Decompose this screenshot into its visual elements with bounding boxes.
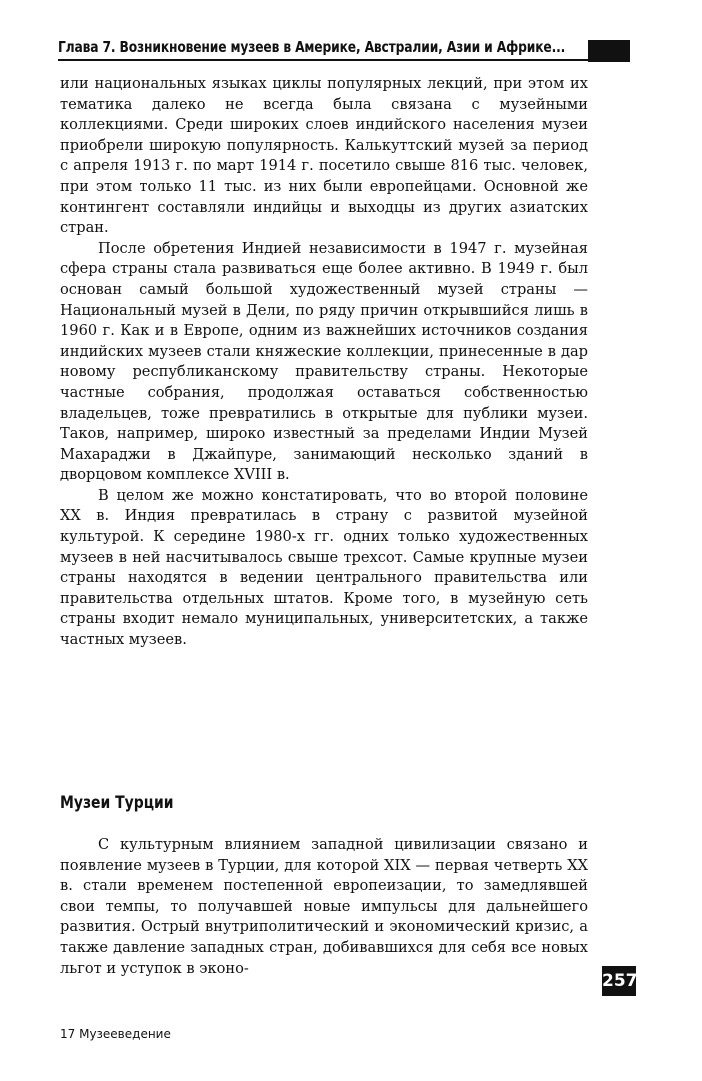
header-rule — [58, 59, 588, 61]
footer-signature: 17 Музееведение — [60, 1027, 171, 1041]
paragraph: После обретения Индией независимости в 1947 г. музейная сфера страны стала развиваться еще более активно. В 1949 г. был основан самый большой художественный музей страны — Национальный музей в Дели, по ряду причин открывшийся лишь в 1960 г. Как и в Европе, одним из важнейших источников создания индийских музеев стали княжеские коллекции, принесенные в дар новому республиканскому правительству страны. Некоторые частные собрания, продолжая оставаться собственностью владельцев, тоже превратились в открытые для публики музеи. Таков, например, широко известный за пределами Индии Музей Махараджи в Джайпуре, занимающий несколько зданий в дворцовом комплексе XVIII в. — [60, 239, 588, 484]
paragraph: В целом же можно констатировать, что во второй половине XX в. Индия превратилась в страну с развитой музейной культурой. К середине 1980-х гг. одних только художественных музеев в ней насчитывалось свыше трехсот. Самые крупные музеи страны находятся в ведении центрального правительства или правительства отдельных штатов. Кроме того, в музейную сеть страны входит немало муниципальных, университетских, а также частных музеев. — [60, 486, 588, 649]
section-heading: Музеи Турции — [60, 793, 174, 813]
running-header-title: Глава 7. Возникновение музеев в Америке, Австралии, Азии и Африке... — [58, 38, 566, 56]
main-text — [60, 74, 588, 651]
paragraph: или национальных языках циклы популярных лекций, при этом их тематика далеко не всегда была связана с музейными коллекциями. Среди широких слоев индийского населения музеи приобрели широкую популярность. Калькуттский музей за период с апреля 1913 г. по март 1914 г. посетило свыше 816 тыс. человек, при этом только 11 тыс. из них были европейцами. Основной же контингент составляли индийцы и выходцы из других азиатских стран. — [60, 75, 588, 237]
page-number: 257 — [602, 966, 636, 996]
section-text — [60, 835, 588, 979]
paragraph: С культурным влиянием западной цивилизации связано и появление музеев в Турции, для которой XIX — первая четверть XX в. стали временем постепенной европеизации, то замедлявшей свои темпы, то получавшей новые импульсы для дальнейшего развития. Острый внутриполитический и экономический кризис, а также давление западных стран, добивавшихся для себя все новых льгот и уступок в эконо- — [60, 836, 588, 977]
header-marker-block — [588, 40, 630, 62]
running-header — [58, 36, 630, 62]
